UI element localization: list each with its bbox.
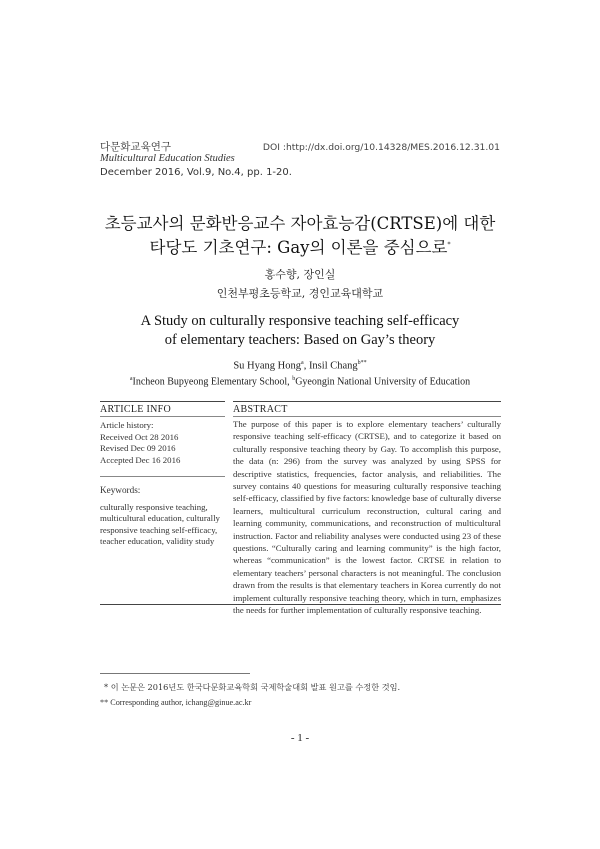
author1-sup: a — [301, 360, 304, 366]
journal-name-english: Multicultural Education Studies — [100, 153, 235, 164]
abstract-heading: ABSTRACT — [233, 404, 288, 415]
affil-a: Incheon Bupyeong Elementary School, — [132, 376, 293, 388]
article-info-top-rule — [100, 401, 225, 402]
article-info-header-rule — [100, 416, 225, 417]
journal-issue: December 2016, Vol.9, No.4, pp. 1-20. — [100, 167, 292, 178]
keywords-label: Keywords: — [100, 485, 141, 495]
author2-sup: b** — [357, 360, 367, 366]
doi[interactable]: DOI :http://dx.doi.org/10.14328/MES.2016.12.31.01 — [262, 142, 500, 153]
author2-name: Insil Chang — [308, 360, 358, 372]
abstract-header-rule — [233, 416, 501, 417]
affil-b: Gyeongin National University of Education — [295, 376, 471, 388]
title-korean-line1: 초등교사의 문화반응교수 자아효능감(CRTSE)에 대한 — [104, 214, 496, 233]
authors-english — [0, 360, 600, 372]
footnote-1: * 이 논문은 2016년도 한국다문화교육학회 국제학술대회 발표 원고를 수정한 것임. — [104, 682, 401, 692]
abstract-bottom-rule — [100, 604, 501, 605]
article-info-heading: ARTICLE INFO — [100, 404, 172, 415]
title-korean-line2-text: 타당도 기초연구: Gay의 이론을 중심으로 — [149, 238, 448, 257]
history-label: Article history: — [100, 420, 154, 430]
footnote-rule — [100, 673, 250, 674]
page-number: - 1 - — [290, 732, 310, 744]
journal-name: 다문화교육연구 — [100, 141, 172, 153]
affil-sup-b: b — [292, 376, 296, 382]
title-english-line2: of elementary teachers: Based on Gay’s theory — [164, 332, 436, 348]
author1-name: Su Hyang Hong — [233, 360, 302, 372]
abstract-text: The purpose of this paper is to explore elementary teachers’ culturally responsive teaching self-efficacy (CRTSE), and to categorize it based on culturally responsive teaching theory by Gay. To accomplish this purpose, the data (n: 296) from the survey was analyzed by using SPSS for descriptive statistics, frequencies, factor analysis, and reliabilities. The survey contains 40 questions for measuring culturally responsive teaching self-efficacy, classified by five factors: knowledge base of culturally diverse learners, multicultural curriculum reconstruction, cultural caring and learning community, communications, and reconstruction of multicultural instruction. Factor and reliability analyses were conducted using 23 of these questions. “Culturally caring and learning community” is the high factor, whereas “communication” is the lowest factor. CRTSE in relation to elementary teachers’ personal characters is not meaningful. The conclusion drawn from the results is that elementary teachers in Korea currently do not implement culturally responsive teaching theory, which in turn, emphasizes the needs for further implementation of culturally responsive teaching. — [233, 419, 501, 616]
authors-korean: 홍수향, 장인실 — [264, 268, 336, 281]
keywords-rule — [100, 476, 225, 477]
footnote-2: ** Corresponding author, ichang@ginue.ac.kr — [100, 698, 252, 707]
author-separator: , — [303, 360, 309, 372]
title-english-line1: A Study on culturally responsive teaching self-efficacy — [140, 313, 460, 329]
title-footnote-mark: * — [447, 241, 451, 249]
abstract-top-rule — [233, 401, 501, 402]
received-date: Received Oct 28 2016 — [100, 431, 179, 442]
keywords-list: culturally responsive teaching, multicultural education, culturally responsive teaching self-efficacy, teacher education, validity study — [100, 501, 220, 546]
revised-date: Revised Dec 09 2016 — [100, 443, 176, 453]
accepted-date: Accepted Dec 16 2016 — [100, 454, 181, 465]
affiliation-english — [0, 376, 600, 387]
title-korean-line2 — [0, 234, 600, 258]
affiliation-korean: 인천부평초등학교, 경인교육대학교 — [216, 287, 384, 300]
affil-sup-a: a — [129, 376, 133, 382]
article-history — [100, 420, 225, 466]
keywords-block — [100, 485, 225, 548]
